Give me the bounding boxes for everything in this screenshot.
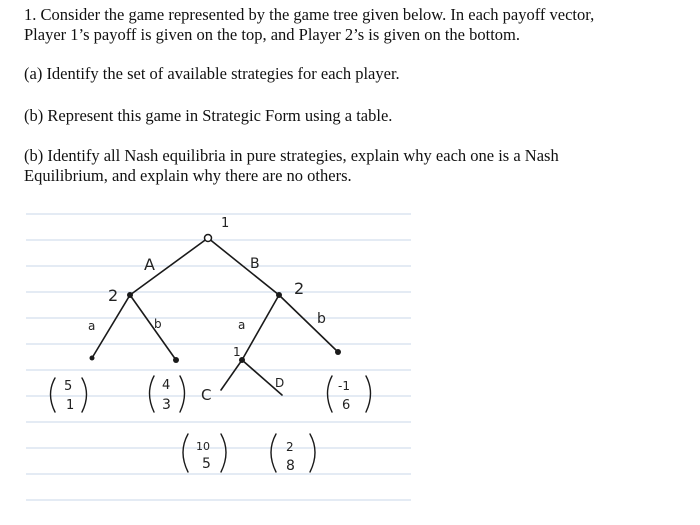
payoff-Ab	[150, 376, 185, 413]
question-intro-line-1: 1. Consider the game represented by the game tree given below. In each payoff vector,	[24, 5, 595, 24]
left-a-label: a	[88, 319, 96, 333]
paper-ruled-lines	[26, 214, 411, 500]
part-a	[24, 64, 684, 84]
payoff-Aa-top: 5	[64, 379, 73, 394]
part-b-nash-line-2: Equilibrium, and explain why there are no others.	[24, 166, 352, 185]
question-block	[24, 5, 684, 45]
right-player-label: 2	[294, 279, 305, 298]
left-b-label: b	[154, 317, 162, 331]
part-b	[24, 106, 684, 126]
action-D-label: D	[275, 376, 285, 390]
game-tree-figure	[26, 200, 411, 515]
part-b-nash-line-1: (b) Identify all Nash equilibria in pure strategies, explain why each one is a Nash	[24, 146, 559, 165]
part-b-text: (b) Represent this game in Strategic Form using a table.	[24, 106, 393, 125]
payoff-BaC-bottom: 5	[202, 456, 211, 472]
action-A-label: A	[144, 255, 155, 274]
payoff-Aa-bottom: 1	[66, 398, 75, 413]
payoff-Ab-top: 4	[162, 378, 171, 393]
edge-left-b	[130, 295, 176, 360]
edge-right-b	[279, 295, 338, 352]
right-b-label: b	[317, 311, 326, 327]
payoff-BaC-top: 10	[196, 440, 210, 453]
payoff-BaC	[183, 434, 226, 472]
node-right	[276, 292, 282, 298]
action-B-label: B	[250, 256, 260, 272]
question-intro-line-2: Player 1’s payoff is given on the top, and Player 2’s is given on the bottom.	[24, 25, 521, 44]
terminal-Bb	[335, 349, 341, 355]
action-C-label: C	[201, 386, 212, 404]
node-left	[127, 292, 133, 298]
terminal-Aa	[90, 356, 95, 361]
lower-player-label: 1	[233, 345, 241, 359]
root-player-label: 1	[221, 216, 230, 231]
terminal-Ab	[173, 357, 179, 363]
payoff-Bb-top: -1	[338, 379, 350, 393]
left-player-label: 2	[108, 286, 119, 305]
root-node	[205, 235, 212, 242]
payoff-Bb-bottom: 6	[342, 398, 351, 413]
right-a-label: a	[238, 318, 246, 332]
payoff-BaD-top: 2	[286, 440, 294, 454]
part-a-text: (a) Identify the set of available strategies for each player.	[24, 64, 400, 83]
payoff-Ab-bottom: 3	[162, 397, 171, 413]
edge-right-a	[242, 295, 279, 360]
payoff-Bb	[328, 376, 371, 413]
part-b-nash	[24, 146, 684, 186]
payoff-BaD-bottom: 8	[286, 458, 295, 474]
edge-C	[221, 360, 242, 390]
payoff-BaD	[271, 434, 315, 474]
